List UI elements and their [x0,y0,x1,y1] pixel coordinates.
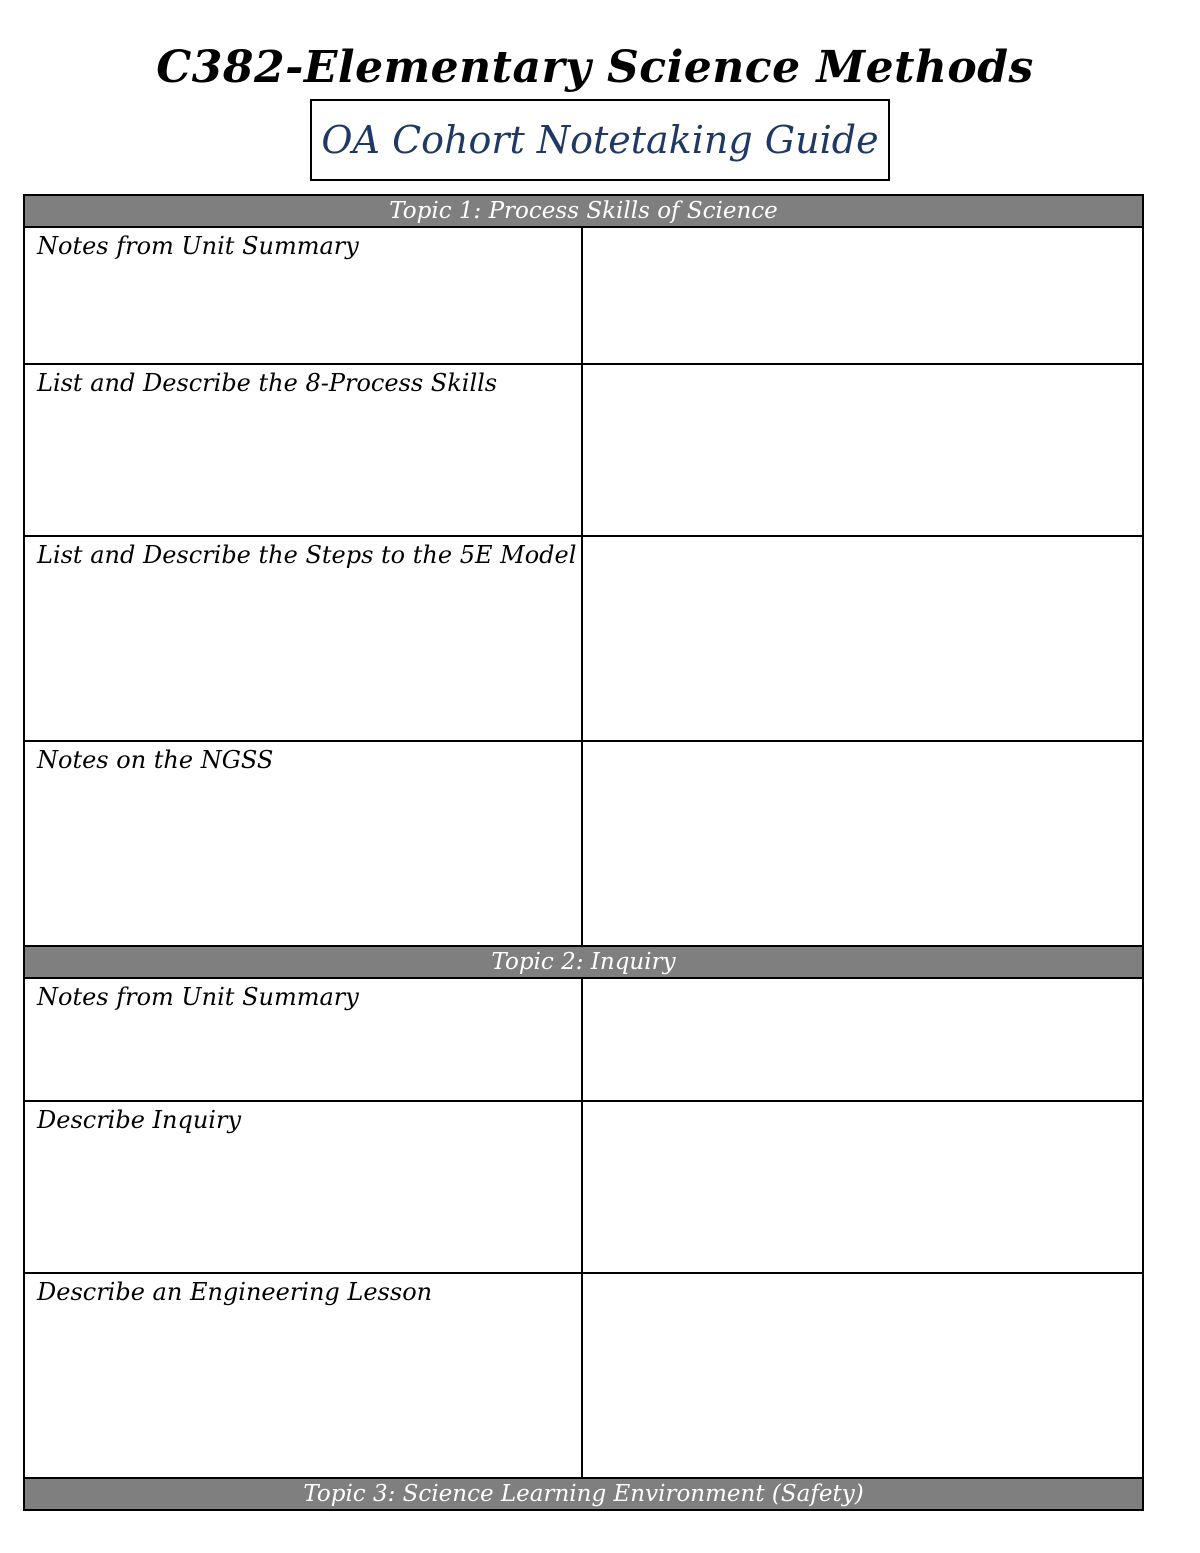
topic-header-row [24,195,1143,227]
table-row [24,978,1143,1101]
notes-cell[interactable] [582,1273,1143,1478]
notes-cell[interactable] [582,364,1143,536]
notes-cell[interactable] [582,978,1143,1101]
topic-3-header: Topic 3: Science Learning Environment (Safety) [24,1478,1143,1510]
topic-1-header: Topic 1: Process Skills of Science [24,195,1143,227]
subtitle-text: OA Cohort Notetaking Guide [321,118,879,162]
notes-cell[interactable] [582,1101,1143,1273]
document-title: C382-Elementary Science Methods [156,42,1034,93]
row-label: List and Describe the Steps to the 5E Model [24,536,582,741]
notes-cell[interactable] [582,536,1143,741]
topic-header-row [24,1478,1143,1510]
topic-header-row [24,946,1143,978]
row-label: Notes on the NGSS [24,741,582,946]
table-row [24,1101,1143,1273]
notes-cell[interactable] [582,227,1143,364]
table-row [24,227,1143,364]
topic-2-header: Topic 2: Inquiry [24,946,1143,978]
row-label: Describe Inquiry [24,1101,582,1273]
table-row [24,536,1143,741]
notetaking-table [23,194,1144,1511]
table-row [24,741,1143,946]
notes-cell[interactable] [582,741,1143,946]
row-label: Describe an Engineering Lesson [24,1273,582,1478]
subtitle-box [310,99,890,181]
row-label: Notes from Unit Summary [24,978,582,1101]
table-row [24,1273,1143,1478]
table-row [24,364,1143,536]
row-label: List and Describe the 8-Process Skills [24,364,582,536]
row-label: Notes from Unit Summary [24,227,582,364]
